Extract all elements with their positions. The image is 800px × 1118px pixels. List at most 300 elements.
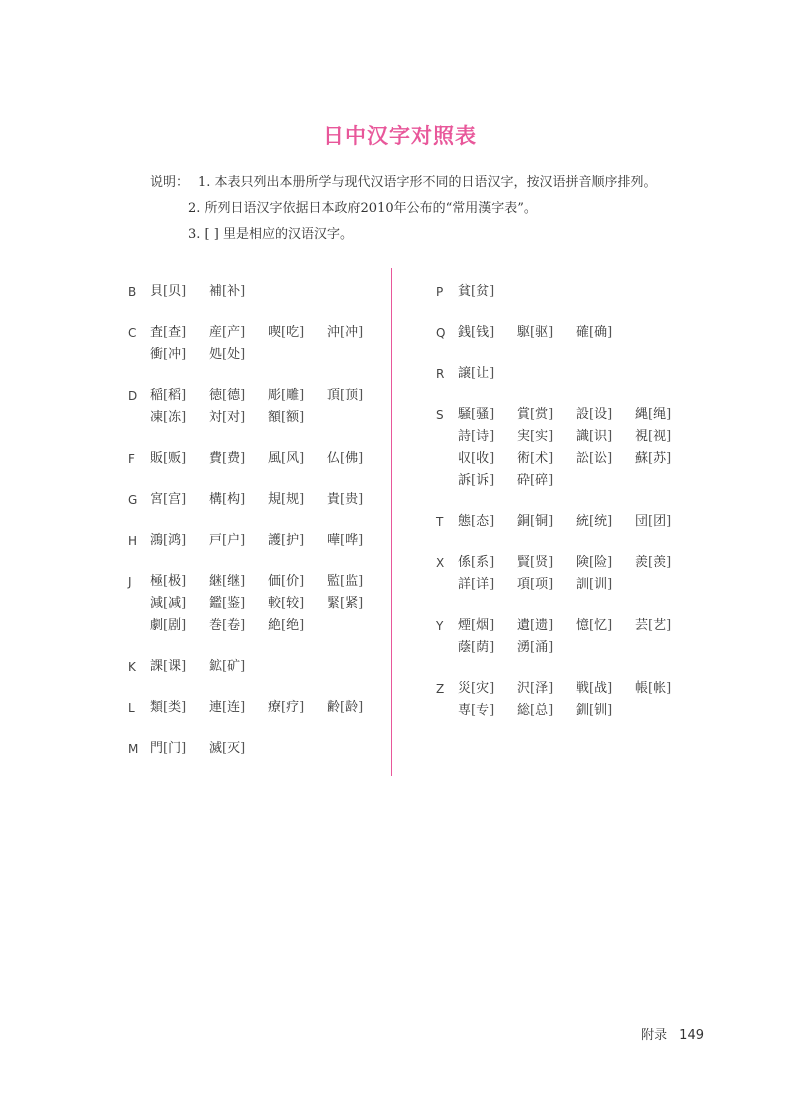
bracket-open: [ — [648, 555, 654, 570]
char-entry — [150, 281, 209, 303]
char-entry — [209, 322, 268, 344]
index-letter — [436, 426, 458, 448]
letter-group-d — [128, 385, 386, 429]
chinese-char: 专 — [476, 703, 490, 718]
bracket-open: [ — [530, 681, 536, 696]
bracket-close: ] — [240, 451, 246, 466]
chinese-char: 艺 — [653, 618, 667, 633]
japanese-char: 規 — [268, 492, 282, 507]
char-entry — [635, 448, 694, 470]
bracket-open: [ — [163, 492, 169, 507]
char-entry — [635, 552, 694, 574]
japanese-char: 宮 — [150, 492, 164, 507]
chinese-char: 产 — [227, 325, 241, 340]
bracket-open: [ — [530, 703, 536, 718]
japanese-char: 極 — [150, 574, 164, 589]
bracket-close: ] — [607, 681, 613, 696]
bracket-open: [ — [281, 325, 287, 340]
note-line-2: 2. 所列日语汉字依据日本政府2010年公布的“常用漢字表”。 — [188, 201, 537, 216]
bracket-open: [ — [222, 284, 228, 299]
bracket-close: ] — [489, 514, 495, 529]
chinese-char: 雕 — [286, 388, 300, 403]
chinese-char: 骚 — [476, 407, 490, 422]
bracket-open: [ — [471, 451, 477, 466]
char-entry — [327, 697, 386, 719]
entry-row — [128, 571, 386, 593]
bracket-close: ] — [181, 284, 187, 299]
bracket-close: ] — [240, 618, 246, 633]
index-letter — [436, 637, 458, 659]
char-entry — [458, 281, 517, 303]
japanese-char: 帳 — [635, 681, 649, 696]
char-entry — [458, 470, 517, 492]
char-entry — [209, 385, 268, 407]
char-entry — [576, 404, 635, 426]
bracket-open: [ — [281, 492, 287, 507]
chinese-char: 赏 — [535, 407, 549, 422]
char-entry — [517, 322, 576, 344]
bracket-close: ] — [358, 325, 364, 340]
chinese-char: 总 — [535, 703, 549, 718]
japanese-char: 貝 — [150, 284, 164, 299]
bracket-open: [ — [222, 659, 228, 674]
bracket-open: [ — [340, 533, 346, 548]
bracket-close: ] — [548, 555, 554, 570]
japanese-char: 緊 — [327, 596, 341, 611]
bracket-close: ] — [299, 410, 305, 425]
japanese-char: 設 — [576, 407, 590, 422]
char-entry — [517, 552, 576, 574]
japanese-char: 徳 — [209, 388, 223, 403]
index-letter: Q — [436, 326, 446, 340]
chinese-char: 矿 — [227, 659, 241, 674]
japanese-char: 稲 — [150, 388, 164, 403]
chinese-char: 视 — [653, 429, 667, 444]
chinese-char: 减 — [168, 596, 182, 611]
chinese-char: 系 — [476, 555, 490, 570]
bracket-close: ] — [489, 640, 495, 655]
chinese-char: 德 — [227, 388, 241, 403]
char-entry — [268, 489, 327, 511]
chinese-char: 诉 — [476, 473, 490, 488]
char-entry — [268, 697, 327, 719]
chinese-char: 讼 — [594, 451, 608, 466]
bracket-open: [ — [589, 555, 595, 570]
japanese-char: 販 — [150, 451, 164, 466]
index-letter: T — [436, 515, 444, 529]
chinese-char: 鉴 — [227, 596, 241, 611]
char-entry — [517, 574, 576, 596]
bracket-close: ] — [299, 451, 305, 466]
bracket-close: ] — [607, 577, 613, 592]
right-column — [436, 281, 694, 741]
japanese-char: 沢 — [517, 681, 531, 696]
bracket-close: ] — [666, 618, 672, 633]
bracket-open: [ — [163, 451, 169, 466]
bracket-open: [ — [281, 700, 287, 715]
japanese-char: 騒 — [458, 407, 472, 422]
index-letter: C — [128, 326, 137, 340]
bracket-open: [ — [281, 388, 287, 403]
japanese-char: 鑑 — [209, 596, 223, 611]
chinese-char: 荫 — [476, 640, 490, 655]
japanese-char: 態 — [458, 514, 472, 529]
bracket-close: ] — [299, 388, 305, 403]
bracket-open: [ — [222, 533, 228, 548]
chinese-char: 剧 — [168, 618, 182, 633]
bracket-open: [ — [530, 473, 536, 488]
chinese-char: 宫 — [168, 492, 182, 507]
char-entry — [635, 404, 694, 426]
char-entry — [327, 448, 386, 470]
page-number: 149 — [679, 1028, 704, 1043]
index-letter — [436, 470, 458, 492]
bracket-open: [ — [471, 640, 477, 655]
japanese-char: 沖 — [327, 325, 341, 340]
japanese-char: 収 — [458, 451, 472, 466]
bracket-close: ] — [299, 574, 305, 589]
bracket-open: [ — [648, 514, 654, 529]
bracket-open: [ — [281, 451, 287, 466]
chinese-char: 忆 — [594, 618, 608, 633]
bracket-close: ] — [489, 407, 495, 422]
bracket-close: ] — [240, 574, 246, 589]
entry-row — [436, 700, 694, 722]
char-entry — [458, 637, 517, 659]
japanese-char: 険 — [576, 555, 590, 570]
char-entry — [635, 511, 694, 533]
index-letter — [436, 700, 458, 722]
char-entry — [150, 697, 209, 719]
chinese-char: 贫 — [476, 284, 490, 299]
bracket-open: [ — [471, 577, 477, 592]
chinese-char: 构 — [227, 492, 241, 507]
japanese-char: 対 — [209, 410, 223, 425]
char-entry — [327, 489, 386, 511]
char-entry — [458, 511, 517, 533]
japanese-char: 連 — [209, 700, 223, 715]
char-entry — [268, 407, 327, 429]
bracket-open: [ — [281, 533, 287, 548]
japanese-char: 遺 — [517, 618, 531, 633]
bracket-open: [ — [222, 741, 228, 756]
bracket-close: ] — [181, 492, 187, 507]
char-entry — [327, 385, 386, 407]
bracket-close: ] — [607, 407, 613, 422]
letter-group-k — [128, 656, 386, 678]
bracket-open: [ — [163, 347, 169, 362]
chinese-char: 碎 — [535, 473, 549, 488]
char-entry — [209, 615, 268, 637]
chinese-char: 苏 — [653, 451, 667, 466]
notes-label: 说明： — [150, 175, 190, 190]
japanese-char: 風 — [268, 451, 282, 466]
index-letter — [128, 407, 150, 429]
char-entry — [458, 615, 517, 637]
chinese-char: 监 — [345, 574, 359, 589]
char-entry — [150, 530, 209, 552]
bracket-close: ] — [240, 325, 246, 340]
japanese-char: 産 — [209, 325, 223, 340]
bracket-open: [ — [648, 407, 654, 422]
bracket-open: [ — [589, 703, 595, 718]
index-letter — [128, 593, 150, 615]
entry-row — [436, 552, 694, 574]
entry-row — [436, 637, 694, 659]
chinese-char: 价 — [286, 574, 300, 589]
japanese-char: 詩 — [458, 429, 472, 444]
char-entry — [209, 281, 268, 303]
chinese-char: 烟 — [476, 618, 490, 633]
bracket-close: ] — [666, 555, 672, 570]
japanese-char: 訓 — [576, 577, 590, 592]
chinese-char: 佛 — [345, 451, 359, 466]
bracket-close: ] — [240, 388, 246, 403]
bracket-close: ] — [666, 681, 672, 696]
char-entry — [458, 448, 517, 470]
chinese-char: 处 — [227, 347, 241, 362]
entry-row — [436, 678, 694, 700]
bracket-open: [ — [589, 514, 595, 529]
char-entry — [150, 385, 209, 407]
chinese-char: 门 — [168, 741, 182, 756]
japanese-char: 銅 — [517, 514, 531, 529]
char-entry — [576, 678, 635, 700]
bracket-close: ] — [548, 618, 554, 633]
bracket-open: [ — [163, 700, 169, 715]
japanese-char: 銭 — [458, 325, 472, 340]
bracket-close: ] — [489, 681, 495, 696]
bracket-close: ] — [358, 596, 364, 611]
char-entry — [458, 574, 517, 596]
letter-group-q — [436, 322, 694, 344]
japanese-char: 齢 — [327, 700, 341, 715]
bracket-close: ] — [548, 473, 554, 488]
bracket-close: ] — [489, 577, 495, 592]
char-entry — [268, 448, 327, 470]
entry-row — [128, 593, 386, 615]
chinese-char: 查 — [168, 325, 182, 340]
chinese-char: 绝 — [286, 618, 300, 633]
bracket-close: ] — [299, 492, 305, 507]
bracket-close: ] — [240, 347, 246, 362]
bracket-open: [ — [530, 618, 536, 633]
japanese-char: 処 — [209, 347, 223, 362]
chinese-char: 羡 — [653, 555, 667, 570]
bracket-open: [ — [340, 388, 346, 403]
entry-row — [436, 470, 694, 492]
char-entry — [517, 448, 576, 470]
index-letter — [128, 344, 150, 366]
bracket-open: [ — [471, 429, 477, 444]
bracket-close: ] — [489, 429, 495, 444]
bracket-open: [ — [163, 741, 169, 756]
bracket-close: ] — [548, 703, 554, 718]
bracket-open: [ — [648, 681, 654, 696]
char-entry — [150, 448, 209, 470]
letter-group-j — [128, 571, 386, 637]
char-entry — [209, 738, 268, 760]
char-entry — [517, 678, 576, 700]
bracket-close: ] — [607, 429, 613, 444]
chinese-char: 户 — [227, 533, 241, 548]
bracket-open: [ — [589, 407, 595, 422]
bracket-open: [ — [589, 451, 595, 466]
japanese-char: 湧 — [517, 640, 531, 655]
letter-group-h — [128, 530, 386, 552]
japanese-char: 視 — [635, 429, 649, 444]
japanese-char: 詳 — [458, 577, 472, 592]
bracket-open: [ — [222, 700, 228, 715]
japanese-char: 門 — [150, 741, 164, 756]
index-letter: B — [128, 285, 137, 299]
chinese-char: 让 — [476, 366, 490, 381]
char-entry — [458, 552, 517, 574]
index-letter: Y — [436, 619, 444, 633]
letter-group-z — [436, 678, 694, 722]
bracket-open: [ — [589, 618, 595, 633]
chinese-char: 护 — [286, 533, 300, 548]
bracket-close: ] — [548, 640, 554, 655]
letter-group-m — [128, 738, 386, 760]
bracket-close: ] — [358, 533, 364, 548]
entry-row — [128, 697, 386, 719]
chinese-char: 紧 — [345, 596, 359, 611]
char-entry — [458, 322, 517, 344]
bracket-close: ] — [240, 596, 246, 611]
japanese-char: 貧 — [458, 284, 472, 299]
char-entry — [458, 700, 517, 722]
japanese-char: 費 — [209, 451, 223, 466]
char-entry — [150, 407, 209, 429]
japanese-char: 巻 — [209, 618, 223, 633]
japanese-char: 砕 — [517, 473, 531, 488]
bracket-close: ] — [181, 700, 187, 715]
bracket-open: [ — [471, 555, 477, 570]
chinese-char: 连 — [227, 700, 241, 715]
char-entry — [576, 552, 635, 574]
bracket-close: ] — [358, 451, 364, 466]
chinese-char: 灾 — [476, 681, 490, 696]
chinese-char: 补 — [227, 284, 241, 299]
bracket-close: ] — [240, 700, 246, 715]
japanese-char: 賞 — [517, 407, 531, 422]
note-line-1: 说明： 1. 本表只列出本册所学与现代汉语字形不同的日语汉字，按汉语拼音顺序排列。 — [150, 170, 657, 196]
japanese-char: 釧 — [576, 703, 590, 718]
chinese-char: 规 — [286, 492, 300, 507]
bracket-open: [ — [530, 429, 536, 444]
japanese-char: 較 — [268, 596, 282, 611]
entry-row — [128, 281, 386, 303]
char-entry — [327, 571, 386, 593]
bracket-close: ] — [548, 325, 554, 340]
entry-row — [436, 322, 694, 344]
entry-row — [128, 448, 386, 470]
char-entry — [209, 344, 268, 366]
chinese-char: 灭 — [227, 741, 241, 756]
bracket-open: [ — [589, 325, 595, 340]
chinese-char: 实 — [535, 429, 549, 444]
bracket-close: ] — [358, 574, 364, 589]
entry-row — [436, 448, 694, 470]
char-entry — [327, 593, 386, 615]
bracket-close: ] — [299, 596, 305, 611]
entry-row — [436, 574, 694, 596]
japanese-char: 確 — [576, 325, 590, 340]
bracket-close: ] — [489, 325, 495, 340]
char-entry — [458, 426, 517, 448]
chinese-char: 极 — [168, 574, 182, 589]
japanese-char: 療 — [268, 700, 282, 715]
char-entry — [517, 700, 576, 722]
bracket-close: ] — [548, 577, 554, 592]
bracket-close: ] — [666, 429, 672, 444]
footer-section: 附录 — [641, 1028, 668, 1043]
bracket-open: [ — [471, 514, 477, 529]
chinese-char: 吃 — [286, 325, 300, 340]
chinese-char: 项 — [535, 577, 549, 592]
index-letter — [128, 615, 150, 637]
index-letter: D — [128, 389, 138, 403]
char-entry — [517, 404, 576, 426]
japanese-char: 減 — [150, 596, 164, 611]
japanese-char: 嘩 — [327, 533, 341, 548]
bracket-open: [ — [222, 388, 228, 403]
bracket-close: ] — [240, 410, 246, 425]
bracket-open: [ — [163, 659, 169, 674]
bracket-close: ] — [240, 284, 246, 299]
entry-row — [128, 738, 386, 760]
index-letter: L — [128, 701, 135, 715]
chinese-char: 态 — [476, 514, 490, 529]
bracket-close: ] — [607, 451, 613, 466]
bracket-close: ] — [181, 574, 187, 589]
entry-row — [128, 407, 386, 429]
chinese-char: 对 — [227, 410, 241, 425]
bracket-close: ] — [548, 407, 554, 422]
japanese-char: 査 — [150, 325, 164, 340]
bracket-close: ] — [181, 659, 187, 674]
index-letter: H — [128, 534, 138, 548]
chinese-char: 收 — [476, 451, 490, 466]
bracket-open: [ — [648, 451, 654, 466]
chinese-char: 类 — [168, 700, 182, 715]
letter-group-r — [436, 363, 694, 385]
chinese-char: 泽 — [535, 681, 549, 696]
char-entry — [209, 489, 268, 511]
chinese-char: 遗 — [535, 618, 549, 633]
char-entry — [635, 426, 694, 448]
letter-group-b — [128, 281, 386, 303]
bracket-close: ] — [607, 555, 613, 570]
bracket-open: [ — [340, 492, 346, 507]
japanese-char: 監 — [327, 574, 341, 589]
chinese-char: 绳 — [653, 407, 667, 422]
bracket-close: ] — [489, 284, 495, 299]
bracket-close: ] — [240, 533, 246, 548]
bracket-close: ] — [299, 533, 305, 548]
japanese-char: 蔭 — [458, 640, 472, 655]
bracket-open: [ — [281, 410, 287, 425]
char-entry — [517, 637, 576, 659]
bracket-open: [ — [471, 473, 477, 488]
index-letter: P — [436, 285, 444, 299]
japanese-char: 羨 — [635, 555, 649, 570]
chinese-char: 顶 — [345, 388, 359, 403]
char-entry — [268, 530, 327, 552]
japanese-char: 訟 — [576, 451, 590, 466]
japanese-char: 賢 — [517, 555, 531, 570]
